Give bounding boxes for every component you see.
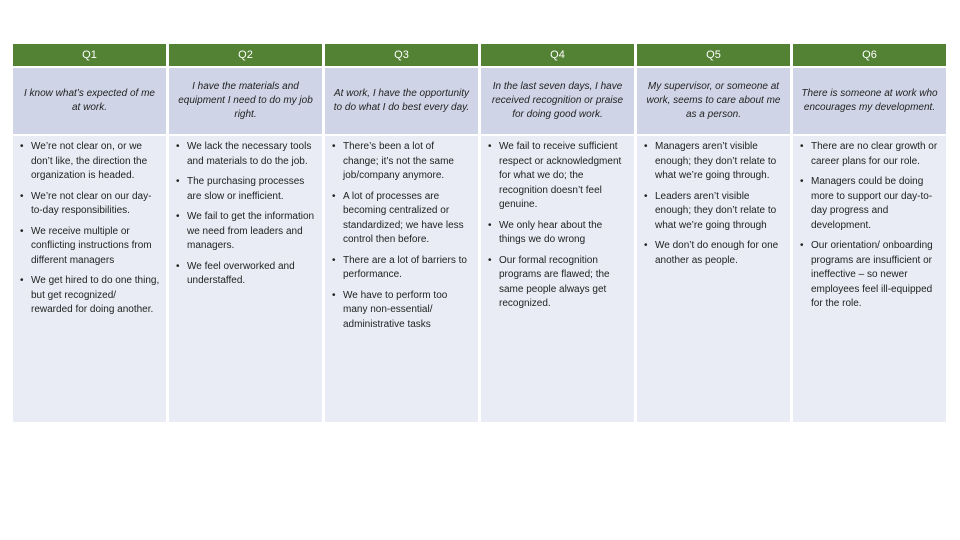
issue-item: • The purchasing processes are slow or inefficient. xyxy=(176,175,316,204)
column-header-q6: Q6 xyxy=(793,44,946,66)
question-text: There is someone at work who encourages my development. xyxy=(801,88,938,113)
issue-item: • Managers could be doing more to support our day-to-day progress and development. xyxy=(800,175,940,233)
issue-item: • There are a lot of barriers to performance. xyxy=(332,254,472,283)
issue-item: • Our formal recognition programs are flawed; the same people always get recognized. xyxy=(488,254,628,312)
issue-item: • We have to perform too many non-essential/ administrative tasks xyxy=(332,289,472,333)
issue-list xyxy=(644,140,784,268)
question-q1 xyxy=(13,68,166,134)
issue-item: • We receive multiple or conflicting instructions from different managers xyxy=(20,225,160,269)
column-header-q5: Q5 xyxy=(637,44,790,66)
issues-q1 xyxy=(13,136,166,422)
issue-item: • We lack the necessary tools and materials to do the job. xyxy=(176,140,316,169)
column-header-q4: Q4 xyxy=(481,44,634,66)
issue-list xyxy=(488,140,628,312)
question-text: My supervisor, or someone at work, seems to care about me as a person. xyxy=(646,81,781,120)
column-header-q2: Q2 xyxy=(169,44,322,66)
issue-list xyxy=(20,140,160,318)
issue-item: • We’re not clear on our day-to-day responsibilities. xyxy=(20,190,160,219)
question-text: At work, I have the opportunity to do what I do best every day. xyxy=(333,88,470,113)
column-header-q3: Q3 xyxy=(325,44,478,66)
issue-item: • We don’t do enough for one another as people. xyxy=(644,239,784,268)
question-q4 xyxy=(481,68,634,134)
question-text: In the last seven days, I have received recognition or praise for doing good work. xyxy=(491,81,624,120)
question-q3 xyxy=(325,68,478,134)
issue-item: • Managers aren’t visible enough; they don’t relate to what we’re going through. xyxy=(644,140,784,184)
issue-item: • We fail to get the information we need from leaders and managers. xyxy=(176,210,316,254)
column-header-q1: Q1 xyxy=(13,44,166,66)
question-q2 xyxy=(169,68,322,134)
issues-q2 xyxy=(169,136,322,422)
issue-item: • Our orientation/ onboarding programs are insufficient or ineffective – so newer employees feel ill-equipped for the role. xyxy=(800,239,940,312)
issue-item: • We fail to receive sufficient respect or acknowledgment for what we do; the recognition doesn’t feel genuine. xyxy=(488,140,628,213)
issue-item: • A lot of processes are becoming centralized or standardized; we have less control then before. xyxy=(332,190,472,248)
issue-list xyxy=(176,140,316,289)
issue-item: • There are no clear growth or career plans for our role. xyxy=(800,140,940,169)
question-text: I have the materials and equipment I need to do my job right. xyxy=(178,81,313,120)
issue-item: • There’s been a lot of change; it’s not the same job/company anymore. xyxy=(332,140,472,184)
issue-item: • We get hired to do one thing, but get recognized/ rewarded for doing another. xyxy=(20,274,160,318)
issue-item: • We’re not clear on, or we don’t like, the direction the organization is headed. xyxy=(20,140,160,184)
question-q6 xyxy=(793,68,946,134)
engagement-table xyxy=(13,44,946,422)
question-text: I know what’s expected of me at work. xyxy=(24,88,155,113)
issue-list xyxy=(332,140,472,332)
issue-item: • We only hear about the things we do wrong xyxy=(488,219,628,248)
issues-q3 xyxy=(325,136,478,422)
issues-q5 xyxy=(637,136,790,422)
issue-item: • Leaders aren’t visible enough; they don’t relate to what we’re going through xyxy=(644,190,784,234)
issue-list xyxy=(800,140,940,312)
issues-q4 xyxy=(481,136,634,422)
question-q5 xyxy=(637,68,790,134)
issue-item: • We feel overworked and understaffed. xyxy=(176,260,316,289)
issues-q6 xyxy=(793,136,946,422)
